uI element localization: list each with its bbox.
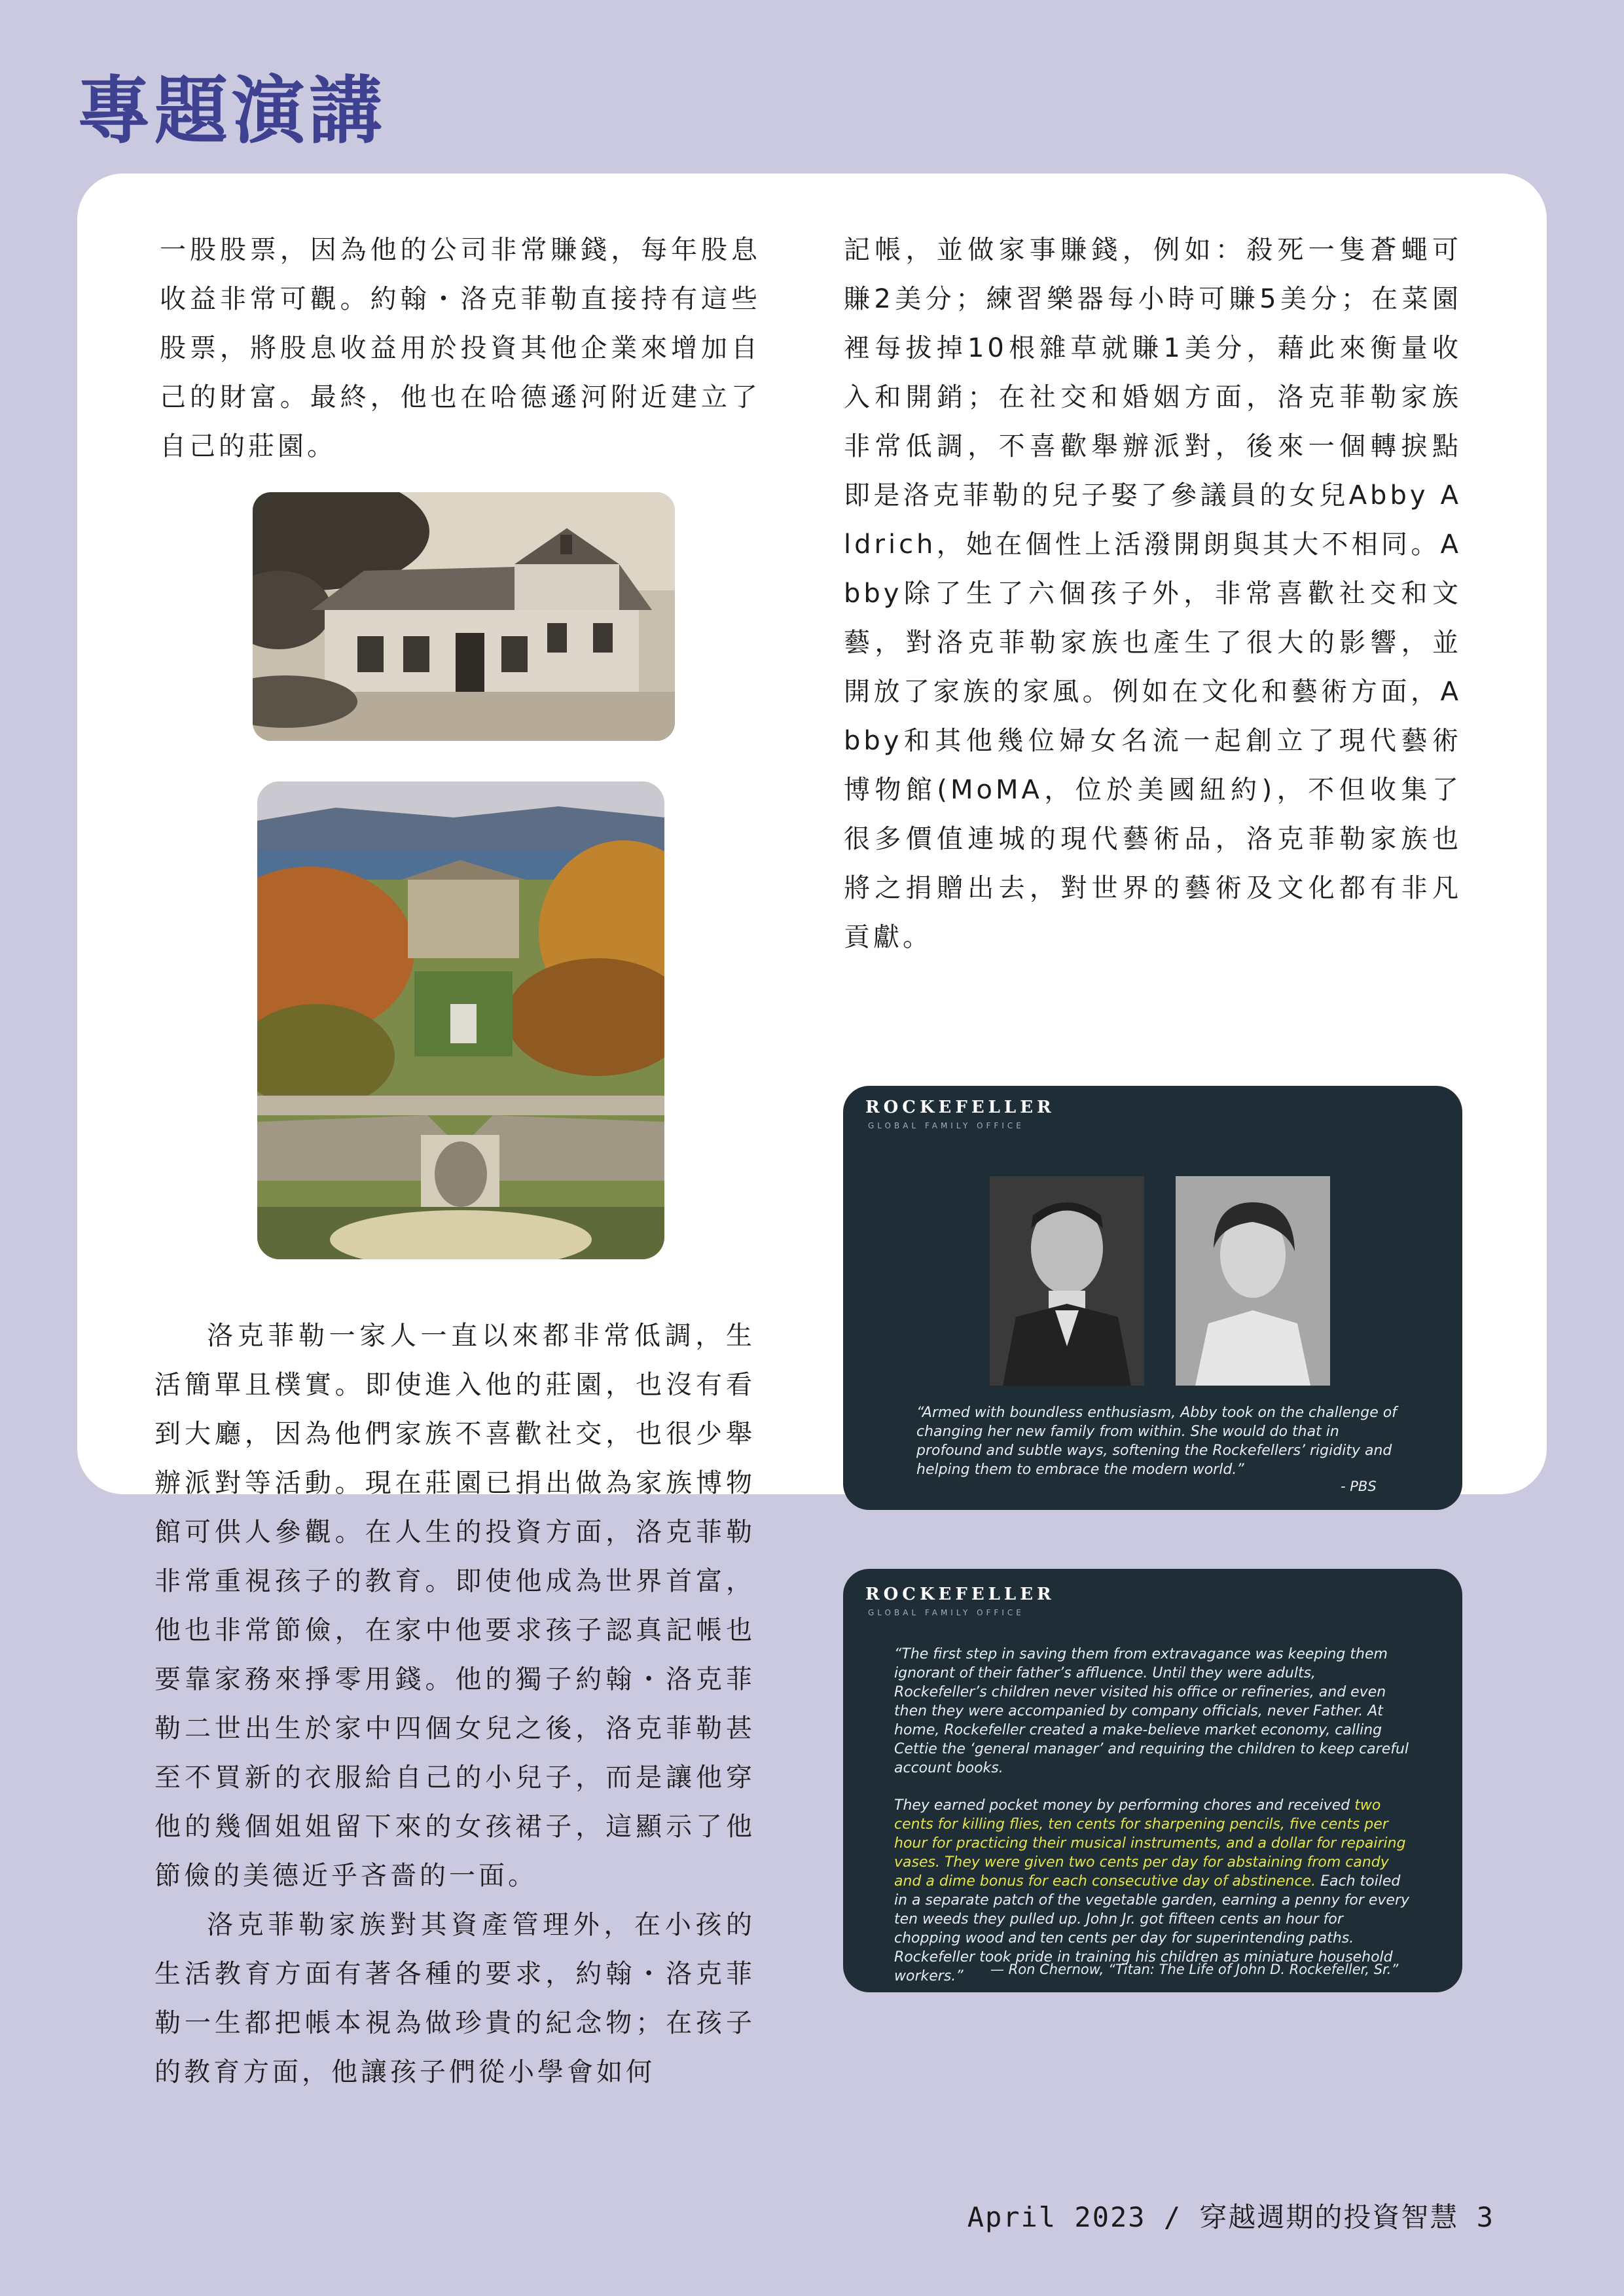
left-paragraph-1: 洛克菲勒一家人一直以來都非常低調，生活簡單且樸實。即使進入他的莊園，也沒有看到大廳，因為他們家族不喜歡社交，也很少舉辦派對等活動。現在莊園已捐出做為家族博物館可供人參觀。在人生的投資方面，洛克菲勒非常重視孩子的教育。即使他成為世界首富，他也非常節儉，在家中他要求孩子認真記帳也要靠家務來掙零用錢。他的獨子約翰・洛克菲勒二世出生於家中四個女兒之後，洛克菲勒甚至不買新的衣服給自己的小兒子，而是讓他穿他的幾個姐姐留下來的女孩裙子，這顯示了他節儉的美德近乎吝嗇的一面。: [154, 1321, 755, 1891]
portrait-abby: [1176, 1176, 1330, 1386]
card2-quote-text-b: Each toiled in a separate patch of the vegetable garden, earning a penny for every ten weeds they pulled up. John Jr. got fifteen cents an hour for chopping wood and ten cents per day for superintending paths. Rockefeller took pride in training his children as miniature household workers.”: [894, 1873, 1410, 1984]
portrait-john-jr: [990, 1176, 1144, 1386]
card2-attribution: — Ron Chernow, “Titan: The Life of John D. Rockefeller, Sr.”: [990, 1962, 1399, 1977]
card2-quote-text-a: They earned pocket money by performing chores and received: [894, 1797, 1355, 1814]
card1-quote: “Armed with boundless enthusiasm, Abby took on the challenge of changing her new family from within. She would do that in profound and subtle ways, softening the Rockefellers’ rigidity and helping them to embrace the modern world.”: [916, 1405, 1397, 1478]
chernow-quote-card: [843, 1569, 1462, 1992]
left-top-paragraph: 一股股票，因為他的公司非常賺錢，每年股息收益非常可觀。約翰・洛克菲勒直接持有這些股票，將股息收益用於投資其他企業來增加自己的財富。最終，他也在哈德遜河附近建立了自己的莊園。: [160, 235, 761, 461]
right-paragraph: 記帳，並做家事賺錢，例如：殺死一隻蒼蠅可賺2美分；練習樂器每小時可賺5美分；在菜園裡每拔掉10根雜草就賺1美分，藉此來衡量收入和開銷；在社交和婚姻方面，洛克菲勒家族非常低調，不喜歡舉辦派對，後來一個轉捩點即是洛克菲勒的兒子娶了參議員的女兒Abby Aldrich，她在個性上活潑開朗與其大不相同。Abby除了生了六個孩子外，非常喜歡社交和文藝，對洛克菲勒家族也產生了很大的影響，並開放了家族的家風。例如在文化和藝術方面，Abby和其他幾位婦女名流一起創立了現代藝術博物館(MoMA，位於美國紐約)，不但收集了很多價值連城的現代藝術品，洛克菲勒家族也將之捐贈出去，對世界的藝術及文化都有非凡貢獻。: [844, 235, 1462, 952]
card2-quote-paragraph-1: “The first step in saving them from extravagance was keeping them ignorant of their father’s affluence. Until they were adults, Rockefeller’s children never visited his office or refineries, and even then they were accompanied by company officials, never Father. At home, Rockefeller created a make-believe market economy, calling Cettie the ‘general manager’ and requiring the children to keep careful account books.: [894, 1646, 1409, 1776]
section-title: 專題演講: [77, 69, 386, 154]
farmhouse-photo: [253, 492, 675, 741]
left-paragraph-2: 洛克菲勒家族對其資產管理外，在小孩的生活教育方面有著各種的要求，約翰・洛克菲勒一生都把帳本視為做珍貴的紀念物；在孩子的教育方面，他讓孩子們從小學會如何: [154, 1910, 755, 2087]
card1-attribution: - PBS: [1341, 1479, 1377, 1494]
page-footer: April 2023 / 穿越週期的投資智慧 3: [967, 2201, 1494, 2233]
right-column-text: [844, 226, 1462, 962]
card2-quote: [894, 1645, 1411, 1986]
estate-photo: [257, 781, 664, 1259]
pbs-quote-card: [843, 1086, 1462, 1510]
card2-quote-highlight: two cents for killing flies, ten cents for sharpening pencils, five cents per hour for practicing their musical instruments, and a dollar for repairing vases. They were given two cents per day for abstaining from candy and a dime bonus for each consecutive day of abstinence.: [894, 1797, 1406, 1890]
card1-brand: ROCKEFELLER: [865, 1098, 1055, 1117]
card2-brand: ROCKEFELLER: [865, 1585, 1055, 1604]
card2-quote-paragraph-2: [894, 1796, 1411, 1986]
left-column-bottom-text: [154, 1312, 755, 2097]
left-column-top-text: [160, 226, 761, 471]
card2-brand-sub: GLOBAL FAMILY OFFICE: [868, 1608, 1024, 1617]
card1-brand-sub: GLOBAL FAMILY OFFICE: [868, 1121, 1024, 1130]
